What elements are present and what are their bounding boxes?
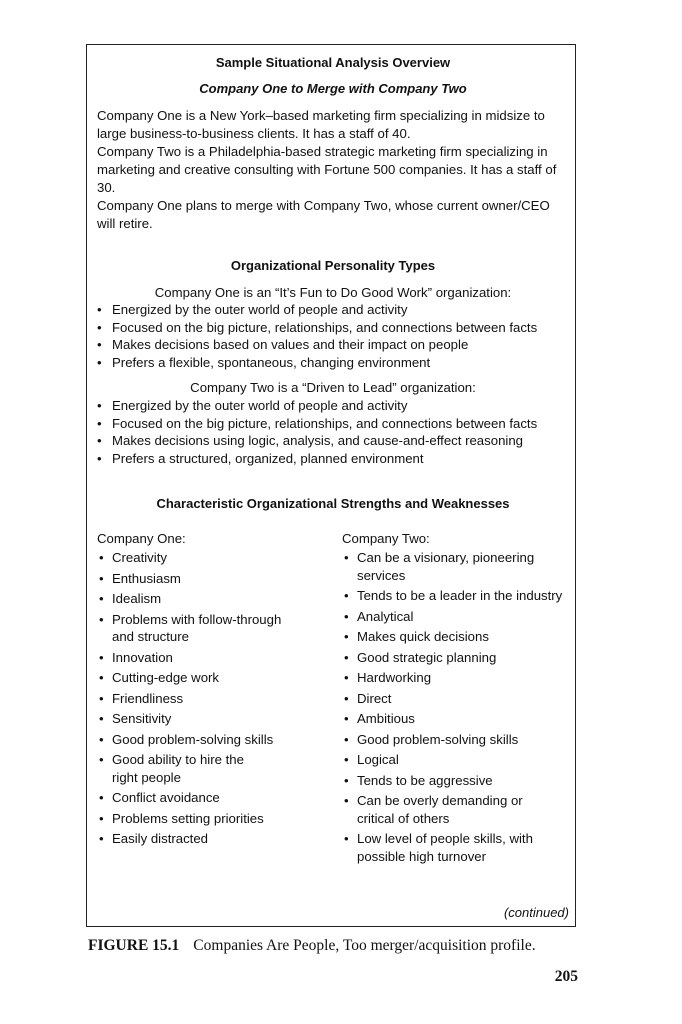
list-item: • Makes quick decisions [342, 628, 572, 646]
list-item: • Tends to be a leader in the industry [342, 587, 572, 605]
list-item: • Creativity [97, 549, 327, 567]
list-item: • Direct [342, 690, 572, 708]
list-item: • Good problem-solving skills [97, 731, 327, 749]
list-item: • Energized by the outer world of people and activity [97, 301, 569, 319]
list-item: • Analytical [342, 608, 572, 626]
list-item: • Makes decisions based on values and their impact on people [97, 336, 569, 354]
list-item: • Good strategic planning [342, 649, 572, 667]
list-item: • Good problem-solving skills [342, 731, 572, 749]
list-item: • Conflict avoidance [97, 789, 327, 807]
list-item: • Logical [342, 751, 572, 769]
caption-text: Companies Are People, Too merger/acquisition profile. [193, 937, 536, 954]
company-two-personality-intro: Company Two is a “Driven to Lead” organization: [190, 380, 476, 395]
continued-note: (continued) [503, 905, 569, 920]
strengths-heading: Characteristic Organizational Strengths and Weaknesses [156, 496, 510, 511]
list-item: • Focused on the big picture, relationships, and connections between facts [97, 415, 569, 433]
company-two-strengths [342, 529, 572, 868]
box-title: Sample Situational Analysis Overview [215, 55, 451, 70]
list-item: • Innovation [97, 649, 327, 667]
figure-box [86, 44, 576, 927]
list-item: • Idealism [97, 590, 327, 608]
list-item: • Low level of people skills, with possible high turnover [342, 830, 557, 865]
figure-number: FIGURE 15.1 [88, 937, 180, 954]
company-one-strengths [97, 529, 327, 851]
company-two-label: Company Two: [342, 531, 430, 546]
list-item: • Focused on the big picture, relationships, and connections between facts [97, 319, 569, 337]
overview-paragraph: Company Two is a Philadelphia-based strategic marketing firm specializing in marketing and creative consulting with Fortune 500 companies. It has a staff of 30. [97, 144, 557, 195]
list-item: • Hardworking [342, 669, 572, 687]
list-item: • Friendliness [97, 690, 327, 708]
list-item: • Problems with follow-through and structure [97, 611, 302, 646]
company-one-label: Company One: [97, 531, 186, 546]
company-one-personality-list [97, 301, 569, 371]
list-item: • Makes decisions using logic, analysis, and cause-and-effect reasoning [97, 432, 569, 450]
list-item: • Sensitivity [97, 710, 327, 728]
company-two-personality-list [97, 397, 569, 467]
list-item: • Easily distracted [97, 830, 327, 848]
list-item: • Tends to be aggressive [342, 772, 572, 790]
overview-paragraph: Company One plans to merge with Company Two, whose current owner/CEO will retire. [97, 198, 550, 231]
list-item: • Prefers a structured, organized, planned environment [97, 450, 569, 468]
list-item: • Can be a visionary, pioneering services [342, 549, 557, 584]
list-item: • Enthusiasm [97, 570, 327, 588]
page-number: 205 [554, 968, 578, 985]
list-item: • Prefers a flexible, spontaneous, changing environment [97, 354, 569, 372]
figure-caption [88, 937, 536, 955]
overview-paragraph: Company One is a New York–based marketing firm specializing in midsize to large business-to-business clients. It has a staff of 40. [97, 108, 545, 141]
list-item: • Ambitious [342, 710, 572, 728]
box-subtitle: Company One to Merge with Company Two [199, 81, 467, 96]
personality-heading: Organizational Personality Types [230, 258, 436, 273]
list-item: • Problems setting priorities [97, 810, 327, 828]
list-item: • Cutting-edge work [97, 669, 327, 687]
overview [97, 107, 569, 233]
list-item: • Energized by the outer world of people and activity [97, 397, 569, 415]
list-item: • Can be overly demanding or critical of others [342, 792, 557, 827]
list-item: • Good ability to hire the right people [97, 751, 262, 786]
company-one-personality-intro: Company One is an “It’s Fun to Do Good Work” organization: [154, 285, 512, 300]
